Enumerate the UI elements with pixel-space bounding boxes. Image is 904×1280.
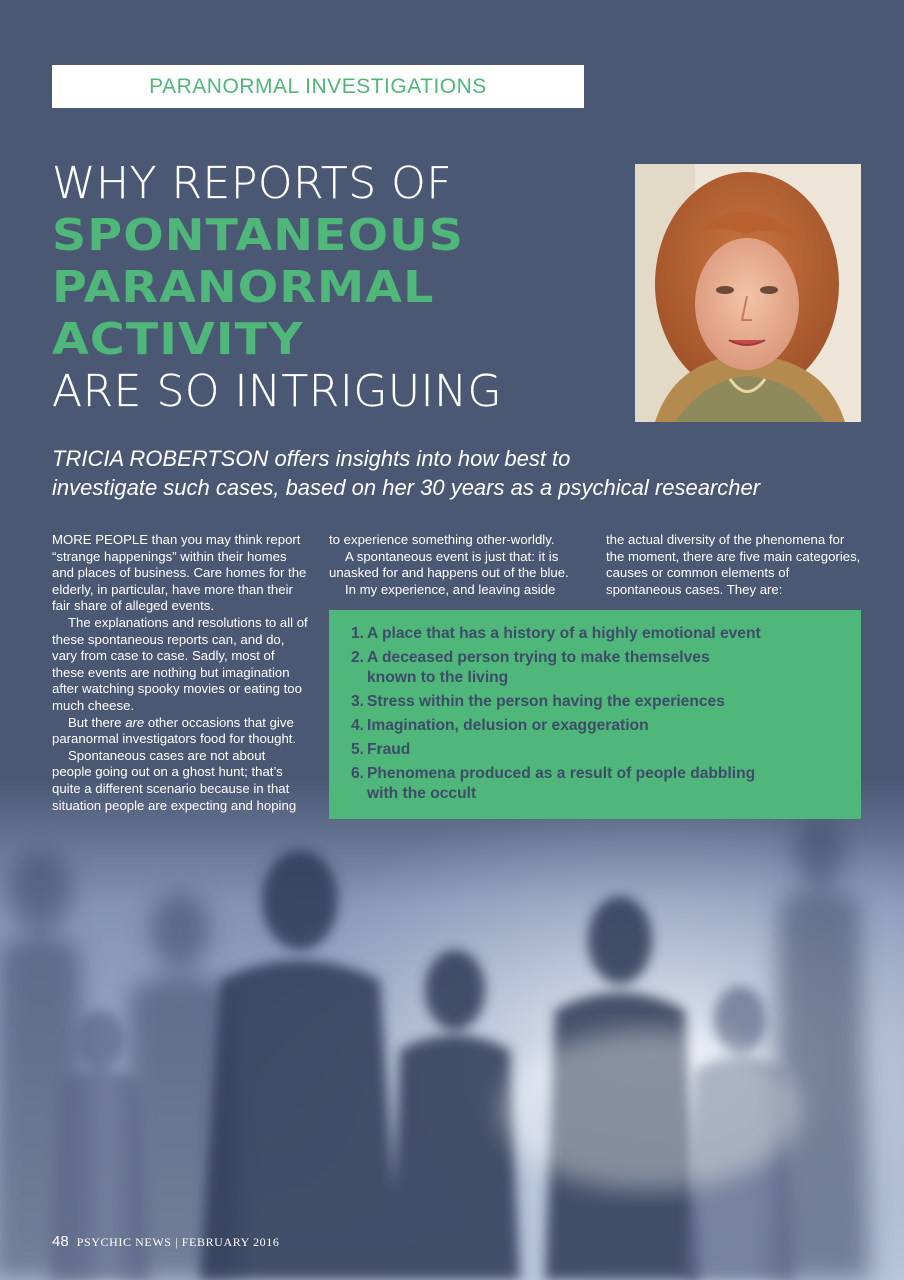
running-footer: PSYCHIC NEWS | FEBRUARY 2016 xyxy=(76,1235,280,1249)
list-item xyxy=(351,740,861,760)
page-footer xyxy=(52,1233,279,1250)
body-column-3 xyxy=(606,532,861,598)
standfirst-line-2: investigate such cases, based on her 30 years as a psychical researcher xyxy=(52,475,761,500)
headline-line-1: WHY REPORTS OF xyxy=(52,158,453,209)
body-paragraph: MORE PEOPLE than you may think report “strange happenings” within their homes and places of business. Care homes for the elderly, in particular, have more than their fair share of alleged events. xyxy=(52,532,307,614)
body-paragraph xyxy=(52,715,308,748)
list-text: Imagination, delusion or exaggeration xyxy=(367,717,649,734)
headline-line-3: PARANORMAL xyxy=(52,262,435,313)
list-item xyxy=(351,716,861,736)
categories-list-box xyxy=(329,610,861,819)
list-number: 3. xyxy=(351,693,365,710)
list-item xyxy=(351,764,861,804)
headline xyxy=(52,158,632,418)
list-number: 4. xyxy=(351,717,365,734)
headline-line-2: SPONTANEOUS xyxy=(52,210,465,261)
body-column-1 xyxy=(52,532,308,814)
list-number: 5. xyxy=(351,741,365,758)
author-portrait xyxy=(635,164,861,422)
list-text: A deceased person trying to make themselves known to the living xyxy=(367,649,710,686)
body-paragraph: to experience something other-worldly. xyxy=(329,532,555,547)
ghost-figures-illustration xyxy=(0,780,904,1280)
list-text: A place that has a history of a highly emotional event xyxy=(367,625,761,642)
list-text: Fraud xyxy=(367,741,411,758)
list-item xyxy=(351,648,861,688)
body-paragraph: A spontaneous event is just that: it is unasked for and happens out of the blue. xyxy=(329,548,569,581)
page-number: 48 xyxy=(52,1233,69,1250)
body-paragraph: Spontaneous cases are not about people going out on a ghost hunt; that’s quite a different scenario because in that situation people are expecting and hoping xyxy=(52,747,297,813)
emphasis-text: are xyxy=(125,714,145,730)
body-paragraph: The explanations and resolutions to all of these spontaneous reports can, and do, vary from case to case. Sadly, most of these events are nothing but imagination after watching spooky movies or eating too much cheese. xyxy=(52,614,308,713)
section-banner xyxy=(52,65,584,108)
body-column-2 xyxy=(329,532,579,598)
body-text: other occasions that give paranormal investigators food for thought. xyxy=(52,714,297,747)
list-number: 2. xyxy=(351,649,365,666)
headline-line-4: ACTIVITY xyxy=(52,314,304,365)
list-text: Phenomena produced as a result of people dabbling with the occult xyxy=(367,765,756,802)
body-paragraph: In my experience, and leaving aside xyxy=(345,581,556,597)
list-item xyxy=(351,624,861,644)
headline-line-5: ARE SO INTRIGUING xyxy=(52,366,503,417)
list-number: 6. xyxy=(351,765,365,782)
standfirst-line-1: TRICIA ROBERTSON offers insights into how best to xyxy=(52,446,571,471)
list-number: 1. xyxy=(351,625,365,642)
categories-list xyxy=(329,610,861,804)
body-paragraph: the actual diversity of the phenomena for the moment, there are five main categories, causes or common elements of spontaneous cases. They are: xyxy=(606,532,861,597)
list-item xyxy=(351,692,861,712)
list-text: Stress within the person having the experiences xyxy=(367,693,725,710)
body-text: But there xyxy=(68,714,126,730)
section-label: PARANORMAL INVESTIGATIONS xyxy=(149,74,487,98)
standfirst xyxy=(52,444,852,502)
